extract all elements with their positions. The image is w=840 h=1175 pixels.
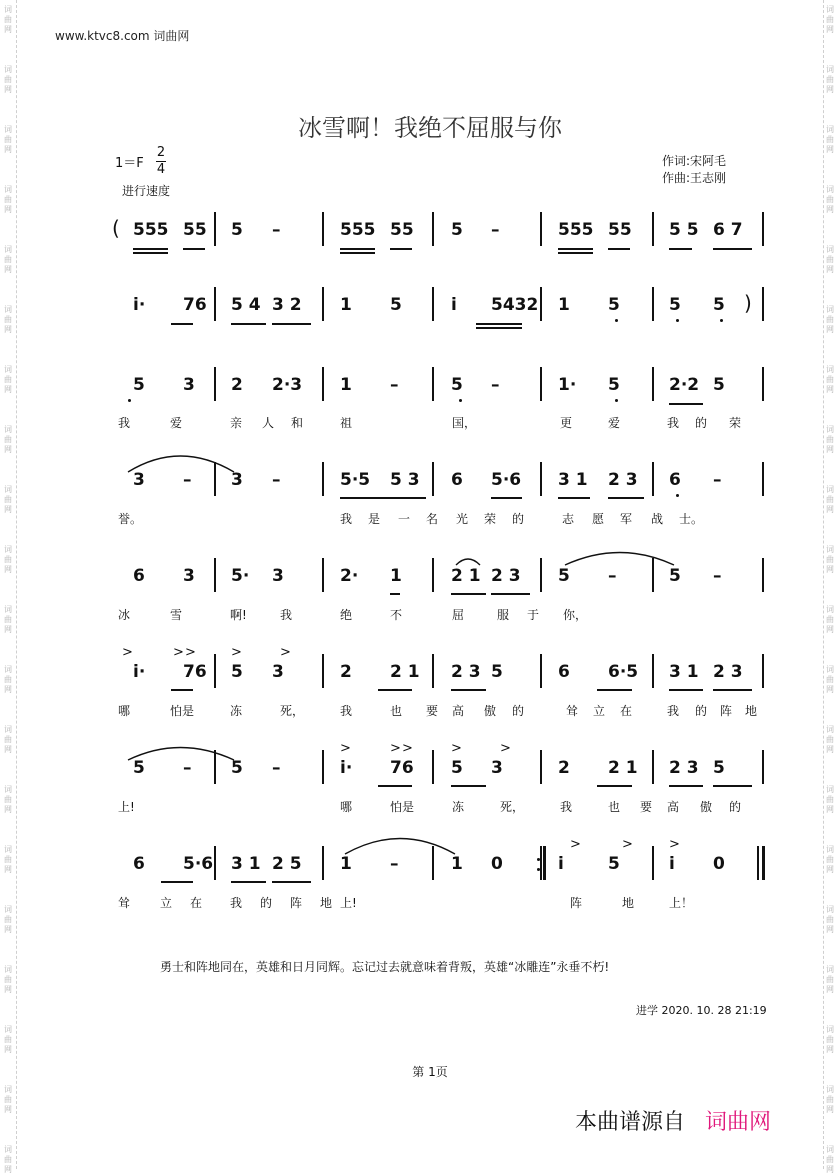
accent-mark: > (451, 741, 462, 756)
accent-mark: > (173, 645, 184, 660)
lyric-syllable: 地 (320, 896, 333, 910)
watermark-glyphs: 词 曲 网 (4, 245, 12, 274)
note: i (451, 295, 457, 315)
note: 3 (231, 470, 243, 490)
slur-arc (345, 839, 455, 855)
lyric-syllable: 怕是 (170, 704, 195, 718)
lyric-syllable: 是 (368, 512, 381, 526)
note: 5 (451, 220, 463, 240)
lyric-syllable: 更 (560, 416, 573, 430)
watermark-glyphs: 词 曲 网 (826, 365, 834, 394)
watermark-glyphs: 词 曲 网 (826, 185, 834, 214)
note: i· (133, 295, 146, 315)
note: 55 (183, 220, 207, 240)
watermark-glyphs: 词 曲 网 (4, 125, 12, 154)
slur-arc (128, 748, 234, 761)
lyric-syllable: 我 (230, 896, 243, 910)
note: 2 3 (451, 662, 481, 682)
source-label: 本曲谱源自 (575, 1110, 686, 1135)
note: 1 (558, 295, 570, 315)
note: 3 (491, 758, 503, 778)
watermark-glyphs: 词 曲 网 (4, 425, 12, 454)
lyric-syllable: 屈 (452, 608, 465, 622)
note: 5 (608, 375, 620, 395)
lyric-syllable: 死， (280, 704, 305, 718)
lyric-syllable: 立 (593, 704, 606, 718)
note: – (183, 470, 192, 490)
lyric-syllable: 阵 (720, 704, 733, 718)
lyric-syllable: 士。 (679, 512, 704, 526)
lyric-syllable: 的 (729, 800, 742, 814)
watermark-glyphs: 词 曲 网 (826, 1085, 834, 1114)
close-parenthesis: ) (744, 291, 752, 315)
composer-credit: 作曲:王志刚 (662, 171, 727, 185)
note: 3 (183, 375, 195, 395)
note: 5· (231, 566, 250, 586)
lyric-syllable: 傲 (700, 800, 713, 814)
note: 76 (390, 758, 414, 778)
note: 2 1 (608, 758, 638, 778)
source-banner (575, 1105, 771, 1136)
watermark-glyphs: 词 曲 网 (4, 785, 12, 814)
lyric-syllable: 的 (695, 704, 708, 718)
note: 5 (608, 295, 620, 315)
note: 3 2 (272, 295, 302, 315)
lyric-syllable: 冻 (452, 800, 465, 814)
note: 6 (133, 566, 145, 586)
note: 55 (608, 220, 632, 240)
note: 2 5 (272, 854, 302, 874)
note: 2 1 (390, 662, 420, 682)
lyric-syllable: 不 (390, 608, 403, 622)
watermark-glyphs: 词 曲 网 (826, 965, 834, 994)
lyric-syllable: 军 (620, 512, 633, 526)
note: – (390, 375, 399, 395)
lyric-syllable: 光 (456, 512, 469, 526)
note: 5 (713, 295, 725, 315)
note: i (558, 854, 564, 874)
watermark-glyphs: 词 曲 网 (4, 725, 12, 754)
note: 5 (558, 566, 570, 586)
watermark-glyphs: 词 曲 网 (4, 365, 12, 394)
lyric-syllable: 冻 (230, 704, 243, 718)
note: 76 (183, 295, 207, 315)
note: 3 (272, 566, 284, 586)
footer-note: 勇士和阵地同在，英雄和日月同辉。忘记过去就意味着背叛，英雄“冰雕连”永垂不朽! (160, 960, 610, 974)
note: 55 (390, 220, 414, 240)
note: 6·5 (608, 662, 639, 682)
lyric-syllable: 荣 (729, 416, 742, 430)
note: 3 (183, 566, 195, 586)
lyric-syllable: 名 (426, 512, 439, 526)
watermark-glyphs: 词 曲 网 (4, 65, 12, 94)
note: 1 (340, 375, 352, 395)
lyric-syllable: 战 (651, 512, 664, 526)
watermark-glyphs: 词 曲 网 (4, 665, 12, 694)
note: 5 (491, 662, 503, 682)
lyric-syllable: 我 (340, 512, 353, 526)
lyric-syllable: 高 (452, 704, 465, 718)
note: 5·5 (340, 470, 371, 490)
note: 2 3 (608, 470, 638, 490)
lyric-syllable: 你， (563, 608, 588, 622)
lyric-syllable: 耸 (118, 896, 131, 910)
note: 3 1 (558, 470, 588, 490)
lyric-syllable: 阵 (290, 896, 303, 910)
accent-mark: > (402, 741, 413, 756)
accent-mark: > (669, 837, 680, 852)
lyric-syllable: 我 (118, 416, 131, 430)
note: 5 (133, 375, 145, 395)
note: 555 (558, 220, 594, 240)
lyric-syllable: 死， (500, 800, 525, 814)
note: 1 (451, 854, 463, 874)
time-signature-bottom: 4 (156, 162, 166, 177)
watermark-glyphs: 词 曲 网 (4, 1085, 12, 1114)
lyric-syllable: 啊! (230, 608, 247, 622)
note: 555 (340, 220, 376, 240)
lyric-syllable: 要 (640, 800, 653, 814)
note: – (713, 566, 722, 586)
lyric-syllable: 国， (452, 416, 477, 430)
lyric-syllable: 阵 (570, 896, 583, 910)
note: 5 5 (669, 220, 699, 240)
watermark-glyphs: 词 曲 网 (826, 65, 834, 94)
key-signature: 1＝F (115, 156, 144, 171)
note: 5 (608, 854, 620, 874)
lyric-syllable: 在 (620, 704, 633, 718)
watermark-glyphs: 词 曲 网 (826, 485, 834, 514)
note: – (713, 470, 722, 490)
note: 2 1 (451, 566, 481, 586)
note: 5 (231, 758, 243, 778)
lyric-syllable: 我 (667, 704, 680, 718)
watermark-glyphs: 词 曲 网 (4, 1145, 12, 1174)
lyric-syllable: 人 (262, 416, 275, 430)
watermark-glyphs: 词 曲 网 (826, 845, 834, 874)
lyric-syllable: 祖 (340, 416, 353, 430)
note: i (669, 854, 675, 874)
watermark-glyphs: 词 曲 网 (826, 785, 834, 814)
lyric-syllable: 高 (667, 800, 680, 814)
note: 555 (133, 220, 169, 240)
note: 5·6 (183, 854, 214, 874)
watermark-glyphs: 词 曲 网 (4, 485, 12, 514)
note: 2 3 (713, 662, 743, 682)
lyric-syllable: 地 (622, 896, 635, 910)
lyric-syllable: 冰 (118, 608, 131, 622)
lyric-syllable: 上! (118, 800, 135, 814)
lyric-syllable: 傲 (484, 704, 497, 718)
slur-arc (565, 553, 674, 566)
lyric-syllable: 和 (291, 416, 304, 430)
lyric-syllable: 誉。 (118, 512, 143, 526)
accent-mark: > (570, 837, 581, 852)
lyric-syllable: 爱 (608, 416, 621, 430)
note: – (183, 758, 192, 778)
lyric-syllable: 爱 (170, 416, 183, 430)
note: 5 4 (231, 295, 261, 315)
accent-mark: > (280, 645, 291, 660)
song-title: 冰雪啊！我绝不屈服与你 (298, 114, 562, 142)
watermark-glyphs: 词 曲 网 (4, 185, 12, 214)
tempo-marking: 进行速度 (122, 184, 171, 198)
lyric-syllable: 哪 (118, 704, 131, 718)
note: 6 7 (713, 220, 743, 240)
note: – (272, 220, 281, 240)
watermark-glyphs: 词 曲 网 (4, 1025, 12, 1054)
lyric-syllable: 志 (562, 512, 575, 526)
lyric-syllable: 立 (160, 896, 173, 910)
watermark-glyphs: 词 曲 网 (826, 425, 834, 454)
watermark-glyphs: 词 曲 网 (826, 305, 834, 334)
watermark-glyphs: 词 曲 网 (4, 605, 12, 634)
watermark-glyphs: 词 曲 网 (4, 845, 12, 874)
lyric-syllable: 地 (745, 704, 758, 718)
note: 5 (231, 662, 243, 682)
watermark-glyphs: 词 曲 网 (826, 605, 834, 634)
note: 5 (390, 295, 402, 315)
watermark-glyphs: 词 曲 网 (826, 245, 834, 274)
lyric-syllable: 我 (667, 416, 680, 430)
note: 3 (272, 662, 284, 682)
lyric-syllable: 荣 (484, 512, 497, 526)
accent-mark: > (122, 645, 133, 660)
note: 6 (133, 854, 145, 874)
note: i· (133, 662, 146, 682)
note: – (272, 758, 281, 778)
note: 5 (713, 375, 725, 395)
note: 1 (340, 295, 352, 315)
lyric-syllable: 上! (340, 896, 357, 910)
note: 6 (669, 470, 681, 490)
watermark-glyphs: 词 曲 网 (4, 905, 12, 934)
slur-arc (128, 456, 234, 472)
note: 2 3 (491, 566, 521, 586)
note: 3 1 (669, 662, 699, 682)
watermark-glyphs: 词 曲 网 (826, 1145, 834, 1174)
note: – (390, 854, 399, 874)
note: 1 (390, 566, 402, 586)
note: 5432 (491, 295, 539, 315)
lyric-syllable: 要 (426, 704, 439, 718)
lyric-syllable: 在 (190, 896, 203, 910)
note: 3 (133, 470, 145, 490)
lyric-syllable: 雪 (170, 608, 183, 622)
watermark-glyphs: 词 曲 网 (826, 1025, 834, 1054)
watermark-glyphs: 词 曲 网 (826, 905, 834, 934)
note: i· (340, 758, 353, 778)
note: 2 (231, 375, 243, 395)
lyric-syllable: 我 (560, 800, 573, 814)
lyric-syllable: 一 (398, 512, 411, 526)
note: 1· (558, 375, 577, 395)
accent-mark: > (185, 645, 196, 660)
note: 76 (183, 662, 207, 682)
note: 5 3 (390, 470, 420, 490)
slur-arc (456, 559, 480, 565)
signature: 进学 2020. 10. 28 21:19 (636, 1004, 767, 1017)
note: 1 (340, 854, 352, 874)
time-signature-top: 2 (156, 145, 166, 160)
accent-mark: > (340, 741, 351, 756)
note: 2 (340, 662, 352, 682)
note: 6 (451, 470, 463, 490)
source-site-link[interactable]: 词曲网 (705, 1110, 772, 1135)
note: 5 (451, 375, 463, 395)
note: 2· (340, 566, 359, 586)
note: 3 1 (231, 854, 261, 874)
note: 5 (669, 295, 681, 315)
accent-mark: > (500, 741, 511, 756)
lyric-syllable: 也 (608, 800, 621, 814)
lyric-syllable: 耸 (566, 704, 579, 718)
note: – (491, 375, 500, 395)
note: 5 (231, 220, 243, 240)
note: – (272, 470, 281, 490)
watermark-glyphs: 词 曲 网 (4, 545, 12, 574)
lyric-syllable: 的 (512, 704, 525, 718)
note: 2 (558, 758, 570, 778)
note: 2 3 (669, 758, 699, 778)
watermark-glyphs: 词 曲 网 (826, 545, 834, 574)
note: 5·6 (491, 470, 522, 490)
note: 5 (669, 566, 681, 586)
note: – (491, 220, 500, 240)
page-number: 第 1页 (412, 1065, 448, 1079)
accent-mark: > (231, 645, 242, 660)
lyric-syllable: 的 (512, 512, 525, 526)
lyric-syllable: 我 (280, 608, 293, 622)
lyric-syllable: 亲 (230, 416, 243, 430)
lyric-syllable: 绝 (340, 608, 353, 622)
note: 2·2 (669, 375, 700, 395)
lyric-syllable: 的 (260, 896, 273, 910)
watermark-glyphs: 词 曲 网 (4, 5, 12, 34)
watermark-glyphs: 词 曲 网 (826, 665, 834, 694)
lyric-syllable: 于 (527, 608, 540, 622)
note: 0 (491, 854, 503, 874)
watermark-glyphs: 词 曲 网 (4, 965, 12, 994)
lyric-syllable: 服 (497, 608, 510, 622)
watermark-glyphs: 词 曲 网 (826, 725, 834, 754)
lyric-syllable: 愿 (592, 512, 605, 526)
watermark-glyphs: 词 曲 网 (826, 125, 834, 154)
note: 0 (713, 854, 725, 874)
lyric-syllable: 上！ (669, 896, 694, 910)
lyric-syllable: 我 (340, 704, 353, 718)
lyric-syllable: 怕是 (390, 800, 415, 814)
watermark-glyphs: 词 曲 网 (826, 5, 834, 34)
note: 5 (133, 758, 145, 778)
note: 5 (713, 758, 725, 778)
note: 5 (451, 758, 463, 778)
site-label[interactable]: www.ktvc8.com 词曲网 (55, 29, 190, 43)
lyric-syllable: 的 (695, 416, 708, 430)
note: – (608, 566, 617, 586)
note: 6 (558, 662, 570, 682)
accent-mark: > (622, 837, 633, 852)
accent-mark: > (390, 741, 401, 756)
watermark-glyphs: 词 曲 网 (4, 305, 12, 334)
open-parenthesis: ( (112, 216, 120, 240)
note: 2·3 (272, 375, 303, 395)
lyric-syllable: 哪 (340, 800, 353, 814)
lyric-syllable: 也 (390, 704, 403, 718)
lyricist-credit: 作词:宋阿毛 (662, 154, 727, 168)
